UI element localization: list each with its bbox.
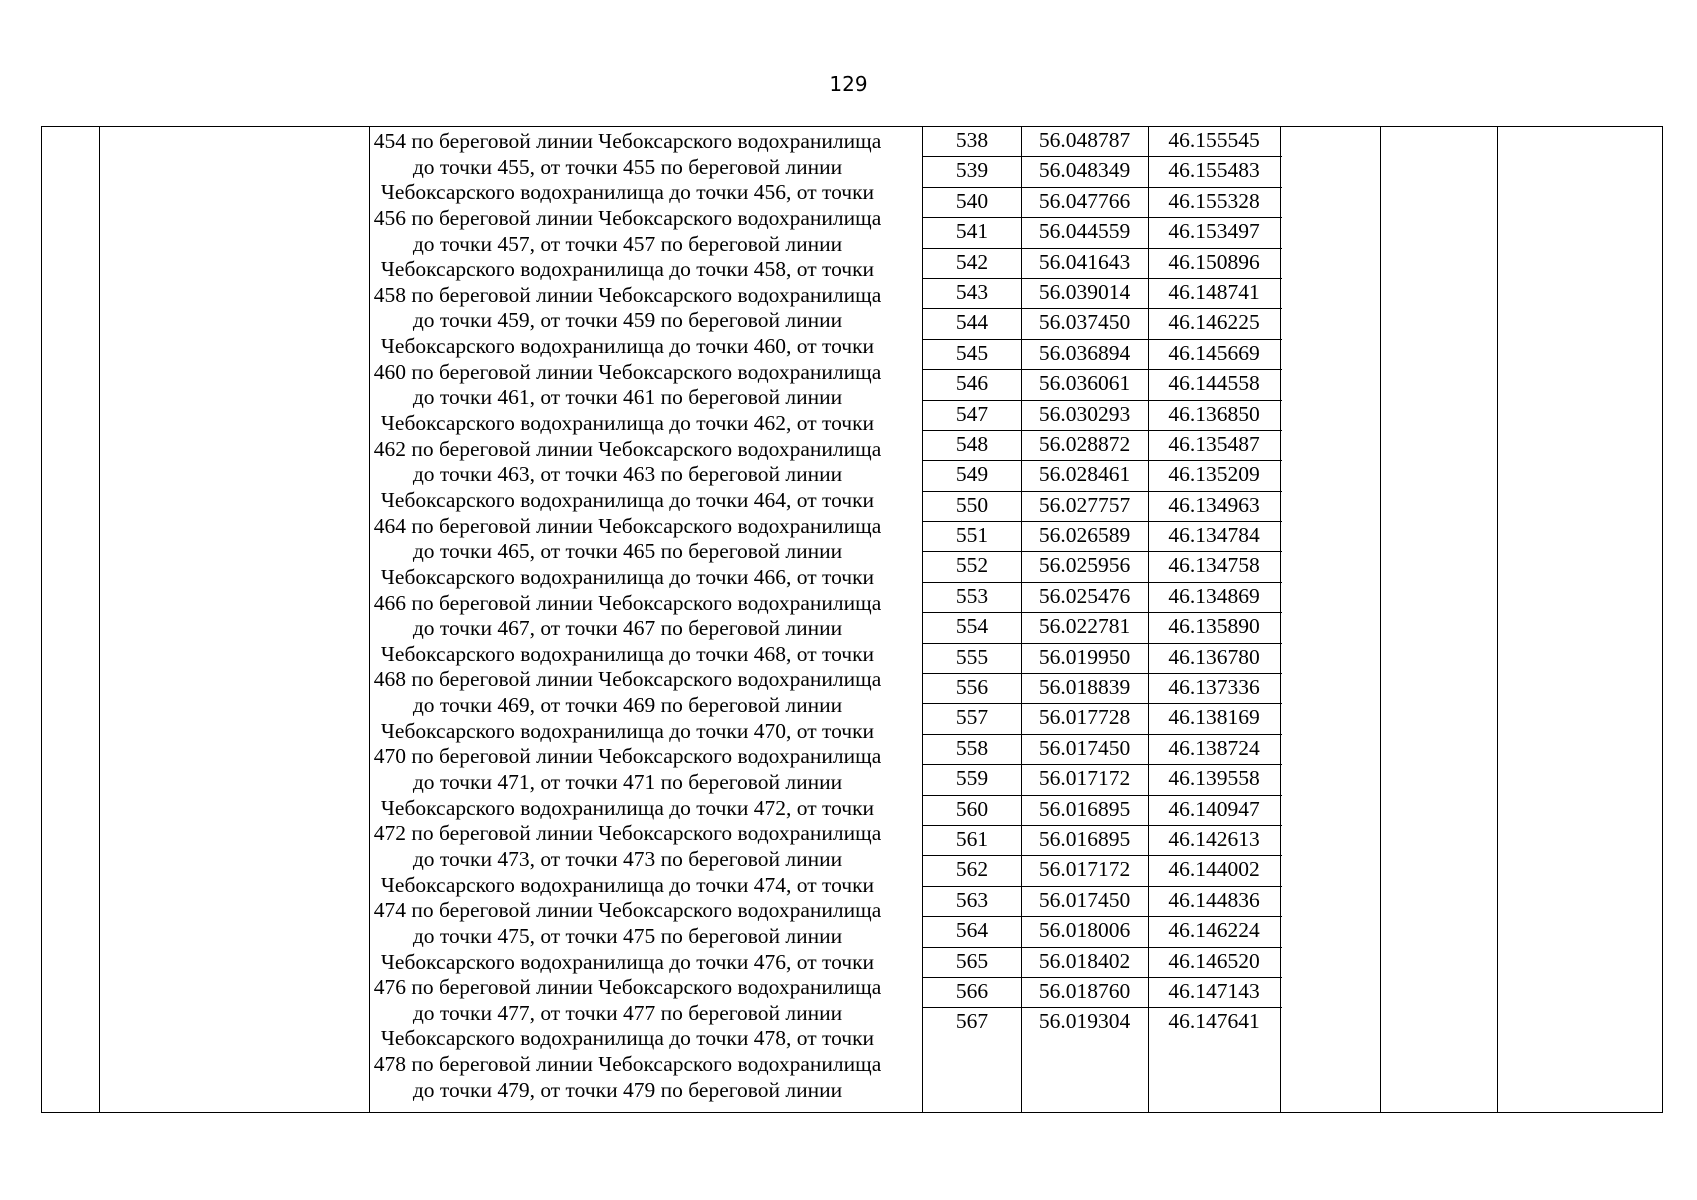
table-row — [923, 704, 1282, 734]
latitude-cell: 56.016895 — [1038, 826, 1131, 851]
latitude-cell: 56.037450 — [1038, 310, 1131, 335]
point-number-cell: 551 — [955, 523, 989, 548]
latitude-cell: 56.025476 — [1038, 583, 1131, 608]
table-row — [923, 249, 1282, 279]
point-number-cell: 539 — [955, 158, 989, 183]
table-row — [923, 917, 1282, 947]
table-row — [923, 978, 1282, 1008]
latitude-cell: 56.019304 — [1038, 1009, 1131, 1034]
latitude-cell: 56.048349 — [1038, 158, 1131, 183]
latitude-cell: 56.027757 — [1038, 492, 1131, 517]
latitude-cell: 56.048787 — [1038, 128, 1131, 152]
description-line: до точки 471, от точки 471 по береговой линии — [412, 770, 843, 795]
description-line: Чебоксарского водохранилища до точки 466, от точки — [380, 564, 875, 589]
table-row — [923, 887, 1282, 917]
longitude-cell: 46.135487 — [1168, 431, 1260, 456]
point-number-cell: 540 — [955, 188, 989, 213]
point-number-cell: 544 — [955, 310, 989, 335]
table-row — [923, 401, 1282, 431]
table-row — [923, 461, 1282, 491]
longitude-cell: 46.137336 — [1168, 675, 1260, 700]
description-line: 464 по береговой линии Чебоксарского водохранилища — [373, 513, 882, 538]
description-line: до точки 475, от точки 475 по береговой линии — [412, 923, 843, 948]
longitude-cell: 46.139558 — [1168, 766, 1260, 791]
description-line: 458 по береговой линии Чебоксарского водохранилища — [373, 282, 882, 307]
description-line: Чебоксарского водохранилища до точки 472, от точки — [380, 795, 875, 820]
latitude-cell: 56.039014 — [1038, 279, 1131, 304]
point-number-cell: 559 — [955, 766, 989, 791]
longitude-cell: 46.134758 — [1168, 553, 1260, 578]
longitude-cell: 46.136780 — [1168, 644, 1260, 669]
point-number-cell: 549 — [955, 462, 989, 487]
longitude-cell: 46.135209 — [1168, 462, 1260, 487]
description-line: до точки 469, от точки 469 по береговой линии — [412, 693, 843, 718]
description-line: до точки 465, от точки 465 по береговой линии — [412, 539, 843, 564]
description-line: 466 по береговой линии Чебоксарского водохранилища — [373, 590, 882, 615]
latitude-cell: 56.036894 — [1038, 340, 1131, 365]
description-line: 478 по береговой линии Чебоксарского водохранилища — [373, 1052, 882, 1077]
latitude-cell: 56.026589 — [1038, 523, 1131, 548]
latitude-cell: 56.044559 — [1038, 219, 1131, 244]
description-line: до точки 461, от точки 461 по береговой линии — [412, 385, 843, 410]
description-line: до точки 467, от точки 467 по береговой линии — [412, 616, 843, 641]
longitude-cell: 46.134784 — [1168, 523, 1260, 548]
longitude-cell: 46.135890 — [1168, 614, 1260, 639]
coordinates-table — [41, 126, 1663, 1113]
latitude-cell: 56.036061 — [1038, 371, 1131, 396]
point-number-cell: 562 — [955, 857, 989, 882]
latitude-cell: 56.025956 — [1038, 553, 1131, 578]
latitude-cell: 56.016895 — [1038, 796, 1131, 821]
description-line: 462 по береговой линии Чебоксарского водохранилища — [373, 436, 882, 461]
longitude-cell: 46.147143 — [1168, 978, 1260, 1003]
latitude-cell: 56.028461 — [1038, 462, 1131, 487]
description-line: 472 по береговой линии Чебоксарского водохранилища — [373, 821, 882, 846]
table-row — [923, 370, 1282, 400]
description-line: 454 по береговой линии Чебоксарского водохранилища — [373, 129, 882, 153]
point-number-cell: 556 — [955, 675, 989, 700]
description-line: 456 по береговой линии Чебоксарского водохранилища — [373, 205, 882, 230]
table-row — [923, 522, 1282, 552]
table-row — [923, 309, 1282, 339]
point-number-cell: 543 — [955, 279, 989, 304]
description-line: 468 по береговой линии Чебоксарского водохранилища — [373, 667, 882, 692]
coordinate-rows — [923, 127, 1282, 1039]
description-line: 460 по береговой линии Чебоксарского водохранилища — [373, 359, 882, 384]
latitude-cell: 56.018006 — [1038, 918, 1131, 943]
table-row — [923, 856, 1282, 886]
latitude-cell: 56.041643 — [1038, 249, 1131, 274]
latitude-cell: 56.028872 — [1038, 431, 1131, 456]
table-row — [923, 674, 1282, 704]
column-divider — [1380, 127, 1381, 1112]
table-row — [923, 1008, 1282, 1038]
longitude-cell: 46.142613 — [1168, 826, 1260, 851]
latitude-cell: 56.018839 — [1038, 675, 1131, 700]
description-line: Чебоксарского водохранилища до точки 468, от точки — [380, 641, 875, 666]
longitude-cell: 46.146520 — [1168, 948, 1260, 973]
point-number-cell: 553 — [955, 583, 989, 608]
table-row — [923, 552, 1282, 582]
point-number-cell: 561 — [955, 826, 989, 851]
longitude-cell: 46.144558 — [1168, 371, 1260, 396]
longitude-cell: 46.153497 — [1168, 219, 1260, 244]
boundary-description — [350, 129, 905, 1103]
point-number-cell: 538 — [955, 128, 989, 152]
longitude-cell: 46.155545 — [1168, 128, 1260, 152]
description-line: Чебоксарского водохранилища до точки 474, от точки — [380, 872, 875, 897]
longitude-cell: 46.145669 — [1168, 340, 1260, 365]
description-line: до точки 463, от точки 463 по береговой линии — [412, 462, 843, 487]
point-number-cell: 564 — [955, 918, 989, 943]
point-number-cell: 555 — [955, 644, 989, 669]
description-line: Чебоксарского водохранилища до точки 462, от точки — [380, 411, 875, 436]
point-number-cell: 567 — [955, 1009, 989, 1034]
description-line: до точки 457, от точки 457 по береговой линии — [412, 231, 843, 256]
point-number-cell: 558 — [955, 735, 989, 760]
point-number-cell: 548 — [955, 431, 989, 456]
longitude-cell: 46.140947 — [1168, 796, 1260, 821]
point-number-cell: 557 — [955, 705, 989, 730]
table-row — [923, 492, 1282, 522]
point-number-cell: 560 — [955, 796, 989, 821]
table-row — [923, 218, 1282, 248]
description-line: 470 по береговой линии Чебоксарского водохранилища — [373, 744, 882, 769]
point-number-cell: 566 — [955, 978, 989, 1003]
column-divider — [99, 127, 100, 1112]
point-number-cell: 550 — [955, 492, 989, 517]
latitude-cell: 56.030293 — [1038, 401, 1131, 426]
table-row — [923, 583, 1282, 613]
longitude-cell: 46.136850 — [1168, 401, 1260, 426]
description-line: Чебоксарского водохранилища до точки 460, от точки — [380, 334, 875, 359]
longitude-cell: 46.146225 — [1168, 310, 1260, 335]
longitude-cell: 46.134869 — [1168, 583, 1260, 608]
table-row — [923, 826, 1282, 856]
longitude-cell: 46.155483 — [1168, 158, 1260, 183]
description-line: Чебоксарского водохранилища до точки 464, от точки — [380, 487, 875, 512]
table-row — [923, 613, 1282, 643]
point-number-cell: 554 — [955, 614, 989, 639]
latitude-cell: 56.017172 — [1038, 766, 1131, 791]
table-row — [923, 948, 1282, 978]
table-row — [923, 431, 1282, 461]
point-number-cell: 541 — [955, 219, 989, 244]
column-divider — [1497, 127, 1498, 1112]
description-line: 474 по береговой линии Чебоксарского водохранилища — [373, 898, 882, 923]
longitude-cell: 46.144836 — [1168, 887, 1260, 912]
description-line: до точки 477, от точки 477 по береговой линии — [412, 1000, 843, 1025]
description-line: Чебоксарского водохранилища до точки 456, от точки — [380, 180, 875, 205]
latitude-cell: 56.017450 — [1038, 887, 1131, 912]
description-line: 476 по береговой линии Чебоксарского водохранилища — [373, 975, 882, 1000]
latitude-cell: 56.018760 — [1038, 978, 1131, 1003]
table-row — [923, 765, 1282, 795]
point-number-cell: 563 — [955, 887, 989, 912]
latitude-cell: 56.018402 — [1038, 948, 1131, 973]
description-line: до точки 479, от точки 479 по береговой линии — [412, 1077, 843, 1102]
table-row — [923, 127, 1282, 157]
table-row — [923, 735, 1282, 765]
description-line: до точки 459, от точки 459 по береговой линии — [412, 308, 843, 333]
longitude-cell: 46.147641 — [1168, 1009, 1260, 1034]
latitude-cell: 56.017728 — [1038, 705, 1131, 730]
description-line: до точки 473, от точки 473 по береговой линии — [412, 846, 843, 871]
point-number-cell: 565 — [955, 948, 989, 973]
point-number-cell: 542 — [955, 249, 989, 274]
latitude-cell: 56.017450 — [1038, 735, 1131, 760]
table-row — [923, 157, 1282, 187]
table-row — [923, 279, 1282, 309]
longitude-cell: 46.134963 — [1168, 492, 1260, 517]
point-number-cell: 552 — [955, 553, 989, 578]
longitude-cell: 46.155328 — [1168, 188, 1260, 213]
latitude-cell: 56.017172 — [1038, 857, 1131, 882]
description-line: до точки 455, от точки 455 по береговой линии — [412, 154, 843, 179]
point-number-cell: 545 — [955, 340, 989, 365]
latitude-cell: 56.047766 — [1038, 188, 1131, 213]
description-line: Чебоксарского водохранилища до точки 458, от точки — [380, 257, 875, 282]
longitude-cell: 46.138724 — [1168, 735, 1260, 760]
description-line: Чебоксарского водохранилища до точки 476, от точки — [380, 949, 875, 974]
longitude-cell: 46.138169 — [1168, 705, 1260, 730]
longitude-cell: 46.146224 — [1168, 918, 1260, 943]
table-row — [923, 796, 1282, 826]
table-row — [923, 340, 1282, 370]
longitude-cell: 46.144002 — [1168, 857, 1260, 882]
point-number-cell: 547 — [955, 401, 989, 426]
latitude-cell: 56.022781 — [1038, 614, 1131, 639]
longitude-cell: 46.148741 — [1168, 279, 1260, 304]
page-number: 129 — [829, 72, 868, 96]
table-row — [923, 644, 1282, 674]
point-number-cell: 546 — [955, 371, 989, 396]
longitude-cell: 46.150896 — [1168, 249, 1260, 274]
table-row — [923, 188, 1282, 218]
latitude-cell: 56.019950 — [1038, 644, 1131, 669]
description-line: Чебоксарского водохранилища до точки 478, от точки — [380, 1026, 875, 1051]
description-line: Чебоксарского водохранилища до точки 470, от точки — [380, 718, 875, 743]
